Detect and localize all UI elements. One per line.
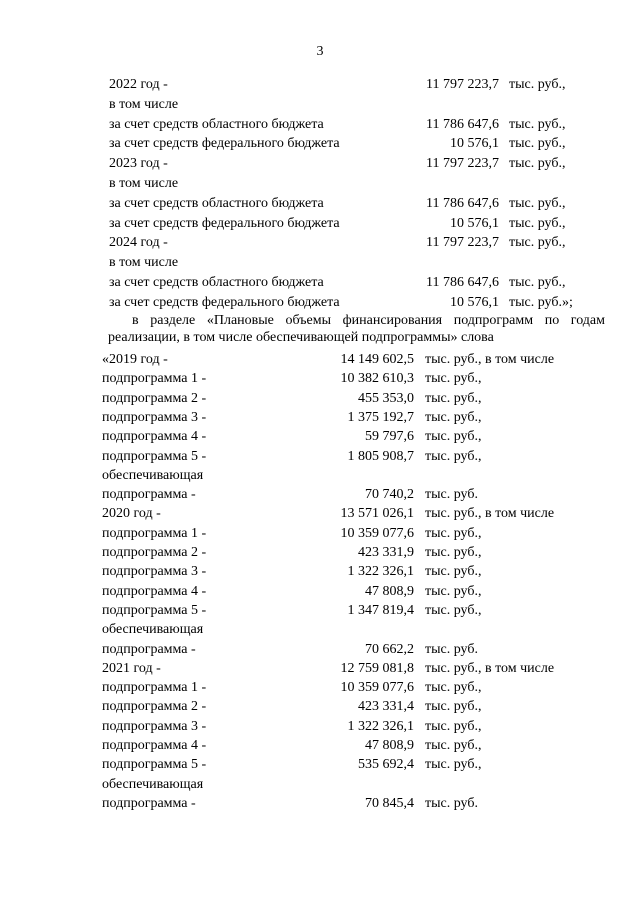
row-label: обеспечивающая — [102, 467, 204, 483]
row-label: обеспечивающая — [102, 622, 204, 638]
row-unit: тыс. руб., — [425, 429, 482, 445]
row-value: 423 331,4 — [358, 699, 414, 715]
row-label: подпрограмма - — [102, 641, 196, 657]
row-value: 11 797 223,7 — [426, 235, 499, 251]
row-unit: тыс. руб., — [425, 564, 482, 580]
row-value: 59 797,6 — [365, 429, 414, 445]
row-value: 11 786 647,6 — [426, 195, 499, 211]
section-paragraph: в разделе «Плановые объемы финансирования подпрограмм по годам реализации, в том числе обеспечивающей подпрограммы» слова — [108, 313, 605, 345]
row-label: подпрограмма 1 - — [102, 525, 207, 541]
row-unit: тыс. руб., в том числе — [425, 660, 555, 676]
row-value: 11 797 223,7 — [426, 156, 499, 172]
row-unit: тыс. руб., в том числе — [425, 506, 555, 522]
row-label: 2020 год - — [102, 506, 161, 522]
row-value: 455 353,0 — [358, 390, 414, 406]
row-label: в том числе — [109, 255, 179, 271]
row-unit: тыс. руб., — [509, 77, 566, 92]
row-label: подпрограмма 1 - — [102, 371, 207, 387]
row-label: 2024 год - — [109, 235, 168, 251]
row-label: подпрограмма 4 - — [102, 738, 207, 753]
row-unit: тыс. руб., — [425, 757, 482, 773]
row-unit: тыс. руб., — [425, 409, 482, 425]
row-unit: тыс. руб. — [425, 795, 478, 811]
row-value: 10 382 610,3 — [340, 371, 414, 387]
row-value: 70 845,4 — [365, 795, 414, 811]
row-unit: тыс. руб., — [425, 545, 482, 560]
row-label: за счет средств федерального бюджета — [109, 294, 340, 310]
row-label: 2021 год - — [102, 660, 161, 676]
row-label: «2019 год - — [102, 352, 168, 367]
row-label: подпрограмма 5 - — [102, 448, 207, 464]
row-label: 2022 год - — [109, 77, 168, 92]
row-unit: тыс. руб., в том числе — [425, 352, 555, 367]
row-unit: тыс. руб., — [425, 699, 482, 715]
row-value: 1 322 326,1 — [347, 564, 414, 580]
row-unit: тыс. руб., — [425, 371, 482, 387]
row-value: 70 662,2 — [365, 641, 414, 657]
row-unit: тыс. руб. — [425, 487, 478, 503]
row-value: 70 740,2 — [365, 487, 414, 503]
row-label: за счет средств областного бюджета — [109, 195, 324, 211]
row-value: 47 808,9 — [365, 738, 414, 753]
row-label: обеспечивающая — [102, 776, 204, 792]
row-unit: тыс. руб., — [425, 583, 482, 599]
row-unit: тыс. руб., — [425, 525, 482, 541]
row-label: подпрограмма - — [102, 795, 196, 811]
row-unit: тыс. руб.»; — [509, 294, 573, 310]
row-unit: тыс. руб., — [509, 195, 566, 211]
row-value: 10 576,1 — [450, 215, 499, 231]
row-label: в том числе — [109, 176, 179, 191]
row-value: 10 576,1 — [450, 136, 499, 152]
row-label: за счет средств областного бюджета — [109, 275, 324, 290]
row-label: подпрограмма 3 - — [102, 564, 207, 580]
row-value: 10 576,1 — [450, 294, 499, 310]
row-value: 10 359 077,6 — [340, 680, 414, 696]
row-value: 1 375 192,7 — [347, 409, 414, 425]
row-label: подпрограмма 4 - — [102, 583, 207, 599]
row-label: подпрограмма 2 - — [102, 390, 207, 406]
row-value: 423 331,9 — [358, 545, 414, 560]
row-value: 1 322 326,1 — [347, 718, 414, 734]
row-value: 1 805 908,7 — [347, 448, 414, 464]
row-value: 11 797 223,7 — [426, 77, 499, 92]
row-value: 13 571 026,1 — [340, 506, 414, 522]
row-label: подпрограмма 2 - — [102, 545, 207, 560]
row-unit: тыс. руб., — [425, 718, 482, 734]
row-value: 47 808,9 — [365, 583, 414, 599]
row-label: за счет средств федерального бюджета — [109, 215, 340, 231]
row-label: подпрограмма 1 - — [102, 680, 207, 696]
row-unit: тыс. руб., — [509, 116, 566, 132]
row-unit: тыс. руб., — [425, 738, 482, 753]
row-unit: тыс. руб., — [425, 448, 482, 464]
row-value: 535 692,4 — [358, 757, 414, 773]
row-label: подпрограмма 5 - — [102, 757, 207, 773]
row-label: подпрограмма 3 - — [102, 409, 207, 425]
row-value: 1 347 819,4 — [347, 602, 414, 618]
row-unit: тыс. руб., — [425, 602, 482, 618]
row-value: 10 359 077,6 — [340, 525, 414, 541]
row-label: 2023 год - — [109, 156, 168, 172]
row-unit: тыс. руб., — [509, 235, 566, 251]
row-label: подпрограмма 3 - — [102, 718, 207, 734]
row-unit: тыс. руб., — [509, 156, 566, 172]
row-unit: тыс. руб. — [425, 641, 478, 657]
row-label: подпрограмма - — [102, 487, 196, 503]
row-unit: тыс. руб., — [509, 136, 566, 152]
row-value: 11 786 647,6 — [426, 116, 499, 132]
row-label: за счет средств федерального бюджета — [109, 136, 340, 152]
row-label: подпрограмма 4 - — [102, 429, 207, 445]
row-label: за счет средств областного бюджета — [109, 116, 324, 132]
row-unit: тыс. руб., — [509, 275, 566, 290]
row-label: подпрограмма 5 - — [102, 602, 207, 618]
page-number: 3 — [316, 44, 324, 59]
row-label: подпрограмма 2 - — [102, 699, 207, 715]
row-unit: тыс. руб., — [425, 390, 482, 406]
row-unit: тыс. руб., — [509, 215, 566, 231]
row-value: 11 786 647,6 — [426, 275, 499, 290]
row-value: 14 149 602,5 — [340, 352, 414, 367]
row-value: 12 759 081,8 — [340, 660, 414, 676]
row-label: в том числе — [109, 96, 179, 112]
row-unit: тыс. руб., — [425, 680, 482, 696]
